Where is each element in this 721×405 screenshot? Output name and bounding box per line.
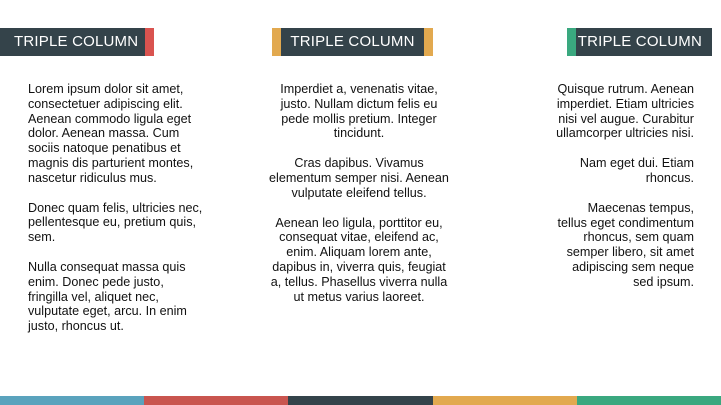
column-2-title: TRIPLE COLUMN — [281, 28, 424, 56]
footer-segment-blue — [0, 396, 144, 405]
column-2-paragraph: Cras dapibus. Vivamus elementum semper nisi. Aenean vulputate eleifend tellus. — [269, 156, 449, 200]
column-2-body — [268, 82, 450, 319]
column-3-paragraph: Nam eget dui. Etiam rhoncus. — [579, 156, 694, 185]
column-1-paragraph: Nulla consequat massa quis enim. Donec pede justo, fringilla vel, aliquet nec, vulputate eget, arcu. In enim justo, rhoncus ut. — [28, 259, 187, 334]
column-2-paragraph: Aenean leo ligula, porttitor eu, consequat vitae, eleifend ac, enim. Aliquam lorem ante, dapibus in, viverra quis, feugiat a, tellus. Phasellus viverra nulla ut metus varius laoreet. — [270, 215, 448, 304]
column-1-title: TRIPLE COLUMN — [0, 28, 145, 56]
column-3-title: TRIPLE COLUMN — [576, 28, 712, 56]
column-3-paragraph: Quisque rutrum. Aenean imperdiet. Etiam ultricies nisi vel augue. Curabitur ullamcorper ultricies nisi. — [556, 82, 694, 141]
footer-segment-green — [577, 396, 721, 405]
footer-segment-red — [144, 396, 288, 405]
column-3-header — [567, 28, 712, 56]
column-2-accent-bar-left — [272, 28, 281, 56]
column-2-header — [272, 28, 433, 56]
column-3-accent-bar — [567, 28, 576, 56]
column-1-paragraph: Lorem ipsum dolor sit amet, consectetuer adipiscing elit. Aenean commodo ligula eget dolor. Aenean massa. Cum sociis natoque penatibus et magnis dis parturient montes, nascetur ridiculus mus. — [28, 82, 194, 185]
footer-segment-gold — [433, 396, 577, 405]
column-1-paragraph: Donec quam felis, ultricies nec, pellentesque eu, pretium quis, sem. — [28, 200, 203, 245]
column-1-body — [28, 82, 203, 349]
column-3-body — [556, 82, 694, 305]
column-2-paragraph: Imperdiet a, venenatis vitae, justo. Nullam dictum felis eu pede mollis pretium. Integer tincidunt. — [280, 82, 438, 141]
column-1-accent-bar — [145, 28, 154, 56]
footer-segment-dark — [288, 396, 432, 405]
column-2-accent-bar-right — [424, 28, 433, 56]
column-1-header — [0, 28, 154, 56]
column-3-paragraph: Maecenas tempus, tellus eget condimentum rhoncus, sem quam semper libero, sit amet adipiscing sem neque sed ipsum. — [557, 200, 694, 289]
footer-color-stripe — [0, 396, 721, 405]
